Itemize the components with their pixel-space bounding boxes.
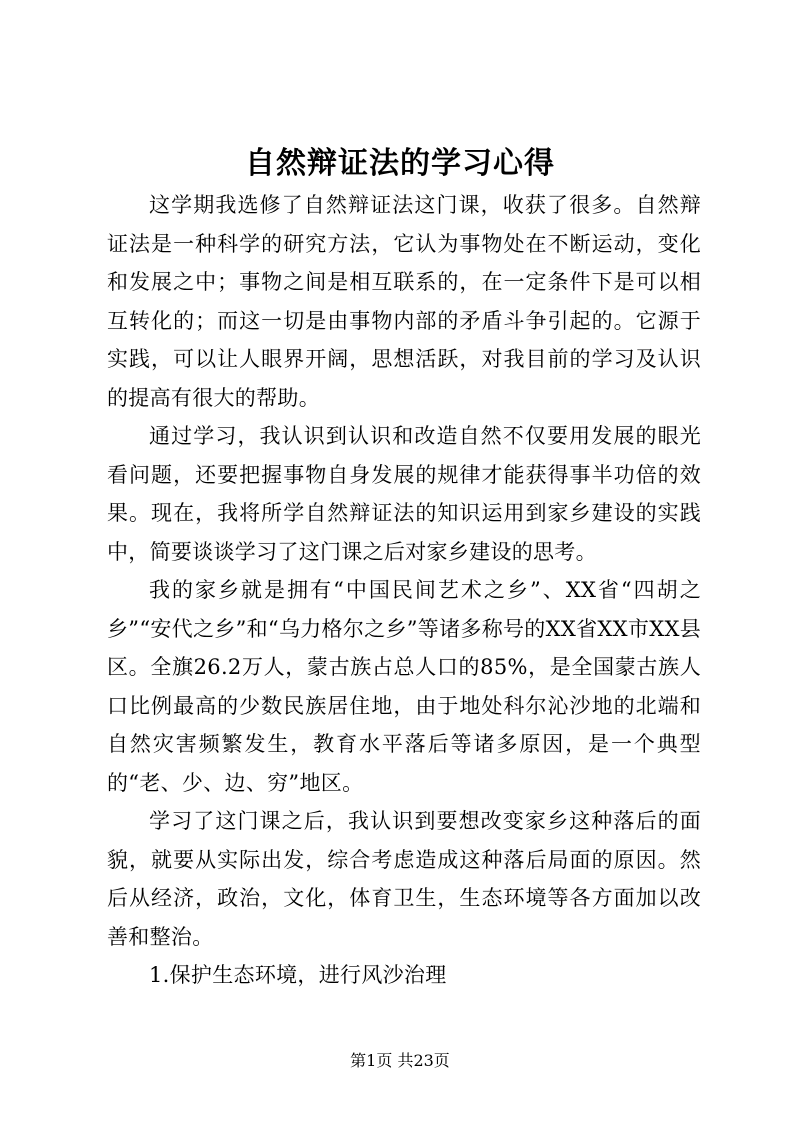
paragraph-4: 学习了这门课之后，我认识到要想改变家乡这种落后的面貌，就要从实际出发，综合考虑造成这种落后局面的原因。然后从经济，政治，文化，体育卫生，生态环境等各方面加以改善和整治。 bbox=[107, 809, 701, 949]
document-body bbox=[107, 186, 701, 995]
page-number-footer: 第1页 共23页 bbox=[350, 1051, 450, 1070]
paragraph-2: 通过学习，我认识到认识和改造自然不仅要用发展的眼光看问题，还要把握事物自身发展的规律才能获得事半功倍的效果。现在，我将所学自然辩证法的知识运用到家乡建设的实践中，简要谈谈学习了这门课之后对家乡建设的思考。 bbox=[107, 424, 701, 564]
paragraph-3: 我的家乡就是拥有“中国民间艺术之乡”、XX省“四胡之乡”“安代之乡”和“乌力格尔之乡”等诸多称号的XX省XX市XX县区。全旗26.2万人，蒙古族占总人口的85%，是全国蒙古族人口比例最高的少数民族居住地，由于地处科尔沁沙地的北端和自然灾害频繁发生，教育水平落后等诸多原因，是一个典型的“老、少、边、穷”地区。 bbox=[107, 578, 701, 795]
section-heading-1: 1.保护生态环境，进行风沙治理 bbox=[149, 963, 447, 987]
paragraph-1: 这学期我选修了自然辩证法这门课，收获了很多。自然辩证法是一种科学的研究方法，它认为事物处在不断运动，变化和发展之中；事物之间是相互联系的，在一定条件下是可以相互转化的；而这一切是由事物内部的矛盾斗争引起的。它源于实践，可以让人眼界开阔，思想活跃，对我目前的学习及认识的提高有很大的帮助。 bbox=[107, 193, 701, 410]
document-title: 自然辩证法的学习心得 bbox=[245, 146, 555, 181]
